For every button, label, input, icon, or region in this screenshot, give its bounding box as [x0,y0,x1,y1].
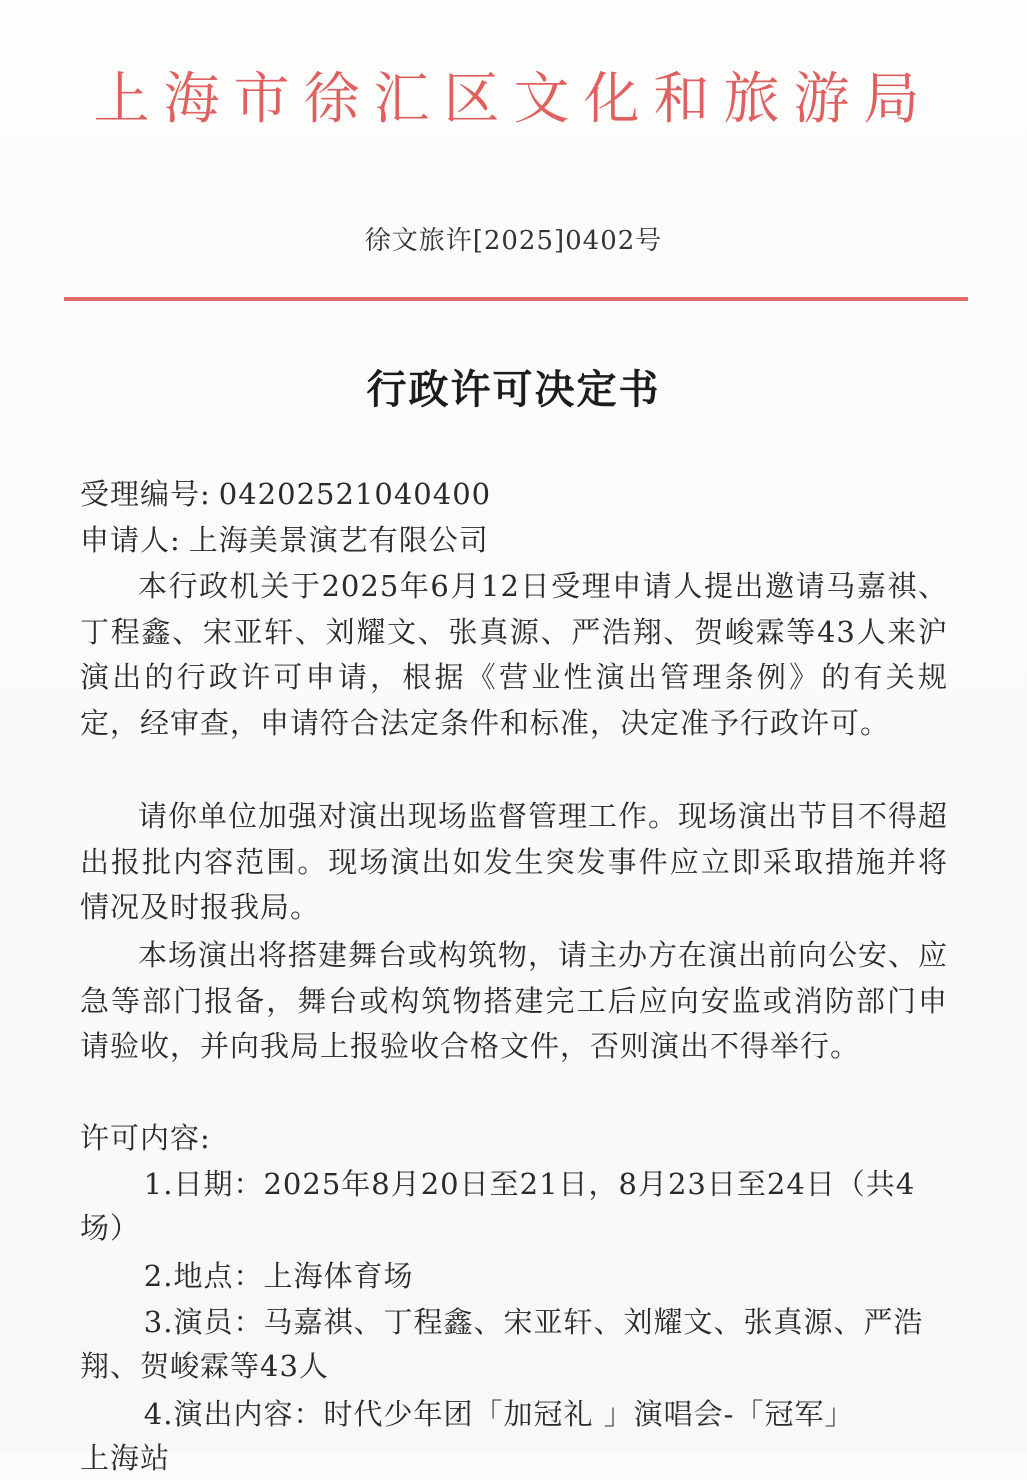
document-number: 徐文旅许[2025]0402号 [364,226,663,256]
acceptance-number-value: 04202521040400 [218,477,492,511]
acceptance-number-line [80,472,491,516]
cut-off-continuation-text: 上海站 [80,1441,171,1475]
issuing-organization-header: 上海市徐汇区文化和旅游局 [93,67,934,132]
stage-construction-paragraph: 本场演出将搭建舞台或构筑物，请主办方在演出前向公安、应急等部门报备，舞台或构筑物搭建完工后应向安监或消防部门申请验收，并向我局上报验收合格文件，否则演出不得举行。 [80,938,949,1063]
applicant-line [80,518,489,562]
applicant-label: 申请人: [80,523,181,557]
acceptance-number-label: 受理编号: [80,477,211,511]
document-title: 行政许可决定书 [366,367,661,413]
red-divider-line [64,297,968,301]
permit-item-date: 1.日期：2025年8月20日至21日，8月23日至24日（共4场） [80,1167,916,1245]
decision-paragraph: 本行政机关于2025年6月12日受理申请人提出邀请马嘉祺、丁程鑫、宋亚轩、刘耀文、张真源、严浩翔、贺峻霖等43人来沪演出的行政许可申请，根据《营业性演出管理条例》的有关规定，经审查，申请符合法定条件和标准，决定准予行政许可。 [80,569,948,740]
permit-item-show-content: 4.演出内容：时代少年团「加冠礼 」演唱会-「冠军」 [143,1397,855,1431]
applicant-value: 上海美景演艺有限公司 [188,523,489,557]
permit-content-label: 许可内容: [80,1121,211,1155]
permit-item-venue: 2.地点：上海体育场 [143,1259,414,1293]
supervision-paragraph: 请你单位加强对演出现场监督管理工作。现场演出节目不得超出报批内容范围。现场演出如发生突发事件应立即采取措施并将情况及时报我局。 [80,799,949,924]
permit-item-performers: 3.演员：马嘉祺、丁程鑫、宋亚轩、刘耀文、张真源、严浩翔、贺峻霖等43人 [80,1305,924,1383]
